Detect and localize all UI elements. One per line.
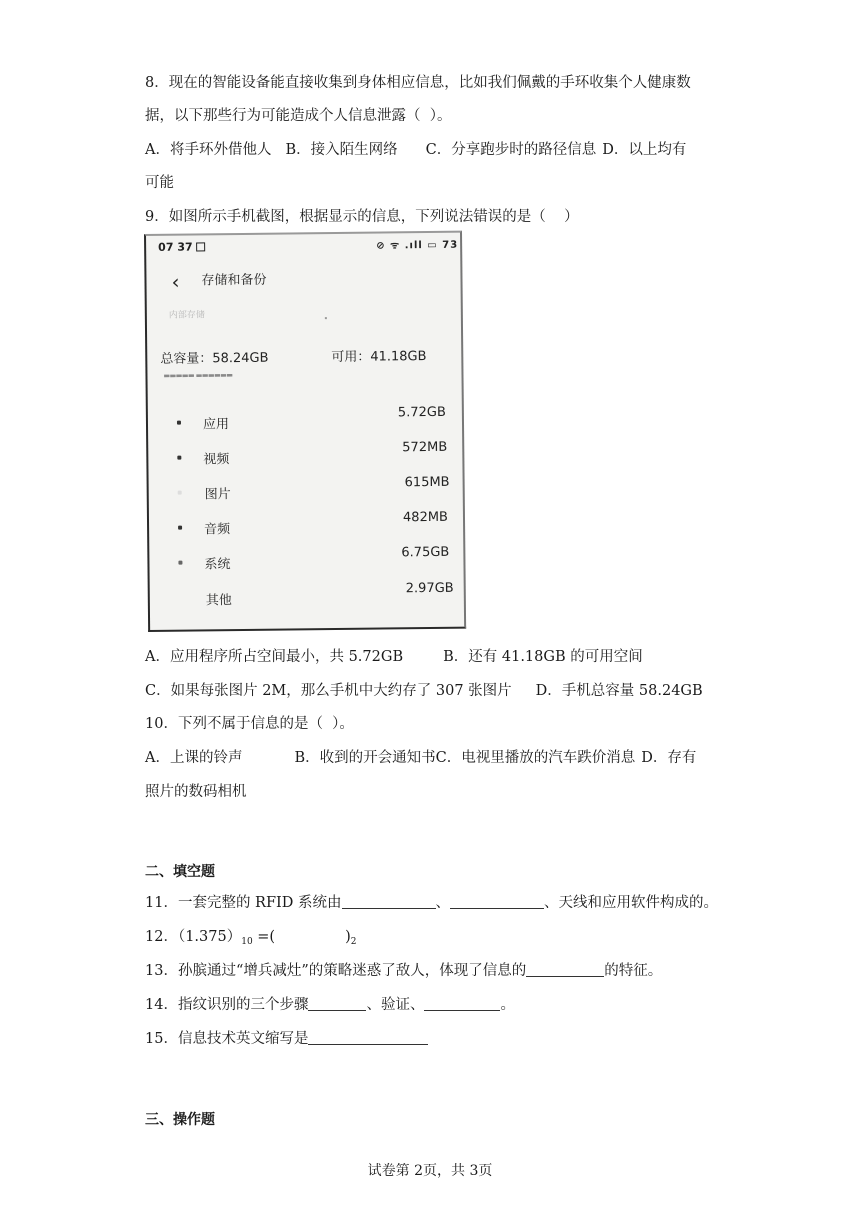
row-label-other: 其他 [205,593,232,609]
bullet-icon [177,456,181,460]
answer-blank[interactable] [342,894,436,909]
q8-option-b: B．接入陌生网络 [285,142,398,158]
answer-blank[interactable] [526,962,604,977]
faint-label: 内部存储 [168,310,205,321]
status-time: 07 37 [158,240,206,253]
q8-option-d-cont: 可能 [145,175,174,191]
notification-icon [197,242,206,251]
bullet-icon [178,526,182,530]
row-label-video: 视频 [203,452,230,468]
row-label-apps: 应用 [202,417,230,433]
row-value-system: 6.75GB [401,544,450,561]
q9-options-cd [145,681,703,701]
q14: 14．指纹识别的三个步骤 、验证、 。 [145,997,515,1013]
q8-option-a: A．将手环外借他人 [145,142,272,158]
q8-option-d: D．以上均有 [602,142,687,158]
q13: 13．孙膑通过“增兵减灶”的策略迷惑了敌人，体现了信息的 的特征。 [145,963,663,979]
q10-option-d: D．存有 [641,750,697,766]
q12: 12．$(1.375)_{10}$ =( )$_2$ [145,929,357,947]
q9-option-b: B．还有 41.18GB 的可用空间 [443,649,643,665]
phone-screenshot [144,231,466,632]
q10-options [145,748,696,768]
row-label-audio: 音频 [204,522,231,538]
answer-blank[interactable] [424,996,500,1011]
q9-options-ab [145,647,643,667]
page-title: 存储和备份 [201,272,267,289]
q8-option-c: C．分享跑步时的路径信息 [425,142,597,158]
row-value-images: 615MB [404,474,450,491]
answer-blank[interactable] [308,1030,428,1045]
q10-option-c: C．电视里播放的汽车跌价消息 [435,750,636,766]
row-value-apps: 5.72GB [397,404,446,421]
q10-option-a: A．上课的铃声 [145,750,243,766]
row-label-system: 系统 [204,557,231,573]
q10-option-d-cont: 照片的数码相机 [145,784,247,800]
total-capacity: 总容量：58.24GB [160,350,269,367]
q8-line1: 8．现在的智能设备能直接收集到身体相应信息，比如我们佩戴的手环收集个人健康数 [145,75,691,91]
available-capacity: 可用：41.18GB [331,349,427,366]
q8-line2: 据，以下那些行为可能造成个人信息泄露（ ）。 [145,108,452,124]
q9-option-d: D．手机总容量 58.24GB [535,683,703,699]
row-value-other: 2.97GB [405,580,454,597]
bullet-icon [178,561,182,565]
row-value-video: 572MB [402,439,448,456]
q15: 15．信息技术英文缩写是 [145,1029,428,1049]
q10-stem: 10．下列不属于信息的是（ ）。 [145,716,354,732]
q9-option-a: A．应用程序所占空间最小，共 5.72GB [145,649,404,665]
answer-blank[interactable] [308,996,366,1011]
blurred-caption: ▬▬▬▬▬ ▬▬▬▬▬▬ [163,371,233,380]
answer-blank[interactable] [450,894,544,909]
bullet-icon [177,421,181,425]
row-label-images: 图片 [204,487,231,503]
status-icons: ⊘ ᯤ .ıll ▭ 73 [376,239,459,252]
q9-stem: 9．如图所示手机截图，根据显示的信息，下列说法错误的是（ ） [145,209,579,225]
q11: 11．一套完整的 RFID 系统由 、 、天线和应用软件构成的。 [145,895,718,911]
section-heading-operation: 三、操作题 [145,1112,215,1128]
row-value-audio: 482MB [402,509,449,526]
section-heading-fill-in: 二、填空题 [145,864,215,880]
bullet-icon [178,491,182,495]
q10-option-b: B．收到的开会通知书 [294,750,436,766]
q8-options [145,140,686,160]
back-arrow-icon: ‹ [171,269,180,294]
q9-option-c: C．如果每张图片 2M，那么手机中大约存了 307 张图片 [145,683,512,699]
page-footer: 试卷第 2页，共 3页 [367,1163,493,1179]
speck [325,317,327,319]
